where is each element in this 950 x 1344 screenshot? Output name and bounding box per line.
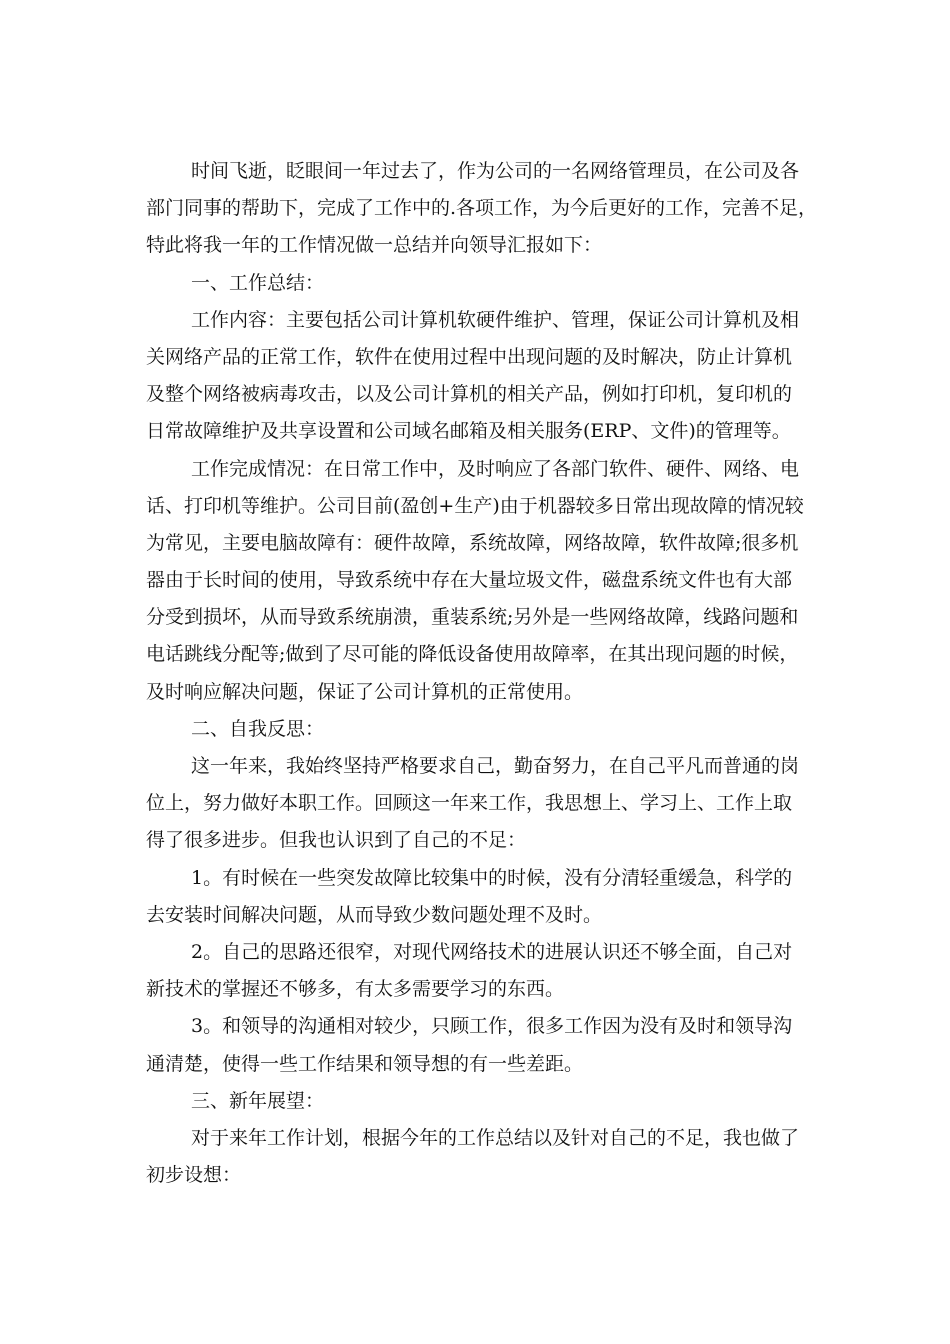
- heading-text: 二、自我反思：: [191, 717, 325, 740]
- heading-text: 一、工作总结：: [191, 271, 325, 294]
- section-heading-new-year-outlook: [146, 1083, 818, 1120]
- list-item-1: [146, 860, 818, 934]
- text-line: 2。自己的思路还很窄，对现代网络技术的进展认识还不够全面，自己对: [191, 940, 793, 963]
- heading-text: 三、新年展望：: [191, 1089, 325, 1112]
- text-line: 新技术的掌握还不够多，有太多需要学习的东西。: [146, 978, 565, 1001]
- work-completion-paragraph: [146, 451, 818, 711]
- text-line: 部门同事的帮助下，完成了工作中的.各项工作，为今后更好的工作，完善不足，: [146, 197, 818, 220]
- text-line: 为常见，主要电脑故障有：硬件故障，系统故障，网络故障，软件故障;很多机: [146, 531, 799, 554]
- reflection-paragraph: [146, 748, 818, 860]
- text-line: 器由于长时间的使用，导致系统中存在大量垃圾文件，磁盘系统文件也有大部: [146, 569, 793, 592]
- text-line: 时间飞逝，眨眼间一年过去了，作为公司的一名网络管理员，在公司及各: [191, 160, 800, 182]
- outlook-paragraph: [146, 1120, 818, 1194]
- text-line: 得了很多进步。但我也认识到了自己的不足：: [146, 829, 527, 852]
- text-line: 位上，努力做好本职工作。回顾这一年来工作，我思想上、学习上、工作上取: [146, 792, 793, 815]
- text-line: 对于来年工作计划，根据今年的工作总结以及针对自己的不足，我也做了: [191, 1126, 800, 1149]
- text-line: 通清楚，使得一些工作结果和领导想的有一些差距。: [146, 1052, 584, 1075]
- text-line: 工作内容：主要包括公司计算机软硬件维护、管理，保证公司计算机及相: [191, 308, 800, 331]
- text-line: 关网络产品的正常工作，软件在使用过程中出现问题的及时解决，防止计算机: [146, 345, 793, 368]
- document-body: [146, 153, 818, 1194]
- section-heading-self-reflection: [146, 711, 818, 748]
- text-line: 初步设想：: [146, 1164, 242, 1187]
- text-line: 电话跳线分配等;做到了尽可能的降低设备使用故障率，在其出现问题的时候，: [146, 643, 799, 666]
- text-line: 及时响应解决问题，保证了公司计算机的正常使用。: [146, 680, 584, 703]
- text-line: 特此将我一年的工作情况做一总结并向领导汇报如下：: [146, 234, 603, 257]
- text-line: 3。和领导的沟通相对较少，只顾工作，很多工作因为没有及时和领导沟: [191, 1015, 793, 1038]
- text-line: 工作完成情况：在日常工作中，及时响应了各部门软件、硬件、网络、电: [191, 457, 800, 480]
- text-line: 日常故障维护及共享设置和公司域名邮箱及相关服务(ERP、文件)的管理等。: [146, 420, 791, 443]
- text-line: 1。有时候在一些突发故障比较集中的时候，没有分清轻重缓急，科学的: [191, 866, 793, 889]
- list-item-2: [146, 934, 818, 1008]
- intro-paragraph: [146, 153, 818, 265]
- text-line: 去安装时间解决问题，从而导致少数问题处理不及时。: [146, 903, 603, 926]
- text-line: 分受到损坏，从而导致系统崩溃，重装系统;另外是一些网络故障，线路问题和: [146, 606, 799, 629]
- work-content-paragraph: [146, 302, 818, 451]
- text-line: 及整个网络被病毒攻击，以及公司计算机的相关产品，例如打印机，复印机的: [146, 383, 793, 406]
- list-item-3: [146, 1008, 818, 1082]
- text-line: 话、打印机等维护。公司目前(盈创+生产)由于机器较多日常出现故障的情况较: [146, 494, 804, 517]
- section-heading-work-summary: [146, 265, 818, 302]
- text-line: 这一年来，我始终坚持严格要求自己，勤奋努力，在自己平凡而普通的岗: [191, 755, 800, 777]
